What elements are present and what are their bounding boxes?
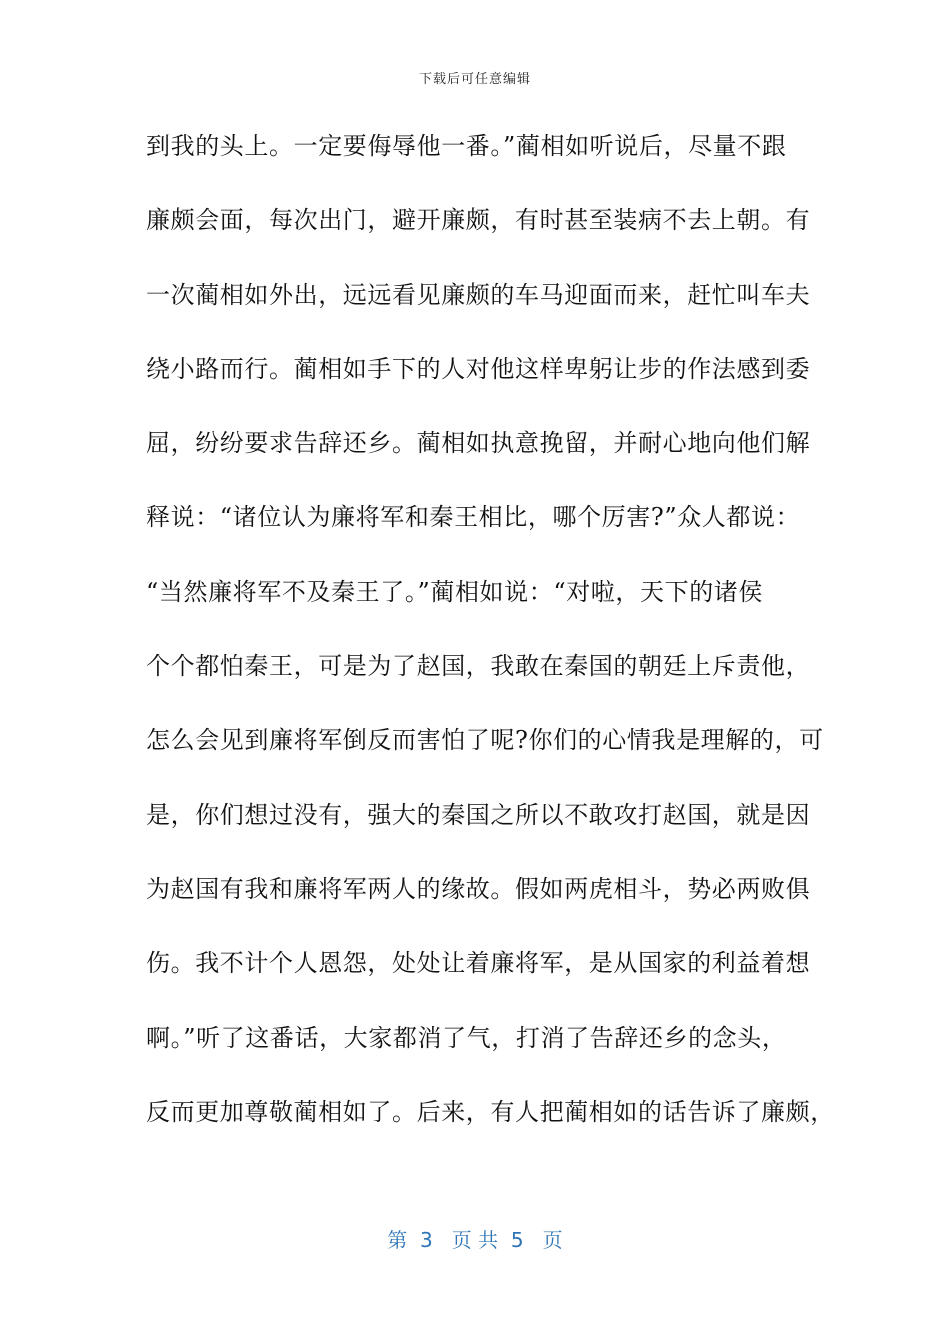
paragraph-line: 释说：“诸位认为廉将军和秦王相比，哪个厉害?”众人都说： (146, 503, 801, 532)
paragraph-line: 反而更加尊敬蔺相如了。后来，有人把蔺相如的话告诉了廉颇， (146, 1097, 835, 1126)
paragraph-line: 屈，纷纷要求告辞还乡。蔺相如执意挽留，并耐心地向他们解 (146, 429, 811, 458)
paragraph-line: 啊。”听了这番话，大家都消了气，打消了告辞还乡的念头， (146, 1023, 787, 1052)
page-header: 下载后可任意编辑 (418, 72, 531, 87)
paragraph-line: 绕小路而行。蔺相如手下的人对他这样卑躬让步的作法感到委 (146, 354, 811, 383)
page-number-footer: 第 3 页 共 5 页 (387, 1228, 563, 1252)
paragraph-line: 怎么会见到廉将军倒反而害怕了呢?你们的心情我是理解的，可 (146, 726, 824, 755)
paragraph-line: 是，你们想过没有，强大的秦国之所以不敢攻打赵国，就是因 (146, 800, 811, 829)
paragraph-line: 廉颇会面，每次出门，避开廉颇，有时甚至装病不去上朝。有 (146, 206, 811, 235)
paragraph-line: 为赵国有我和廉将军两人的缘故。假如两虎相斗，势必两败俱 (146, 874, 811, 903)
paragraph-line: “当然廉将军不及秦王了。”蔺相如说：“对啦，天下的诸侯 (146, 577, 764, 606)
paragraph-line: 伤。我不计个人恩怨，处处让着廉将军，是从国家的利益着想 (146, 949, 811, 978)
document-body (146, 124, 835, 1164)
paragraph-line: 个个都怕秦王，可是为了赵国，我敢在秦国的朝廷上斥责他， (146, 652, 811, 681)
paragraph-line: 到我的头上。一定要侮辱他一番。”蔺相如听说后，尽量不跟 (146, 132, 787, 160)
paragraph-line: 一次蔺相如外出，远远看见廉颇的车马迎面而来，赶忙叫车夫 (146, 280, 811, 309)
